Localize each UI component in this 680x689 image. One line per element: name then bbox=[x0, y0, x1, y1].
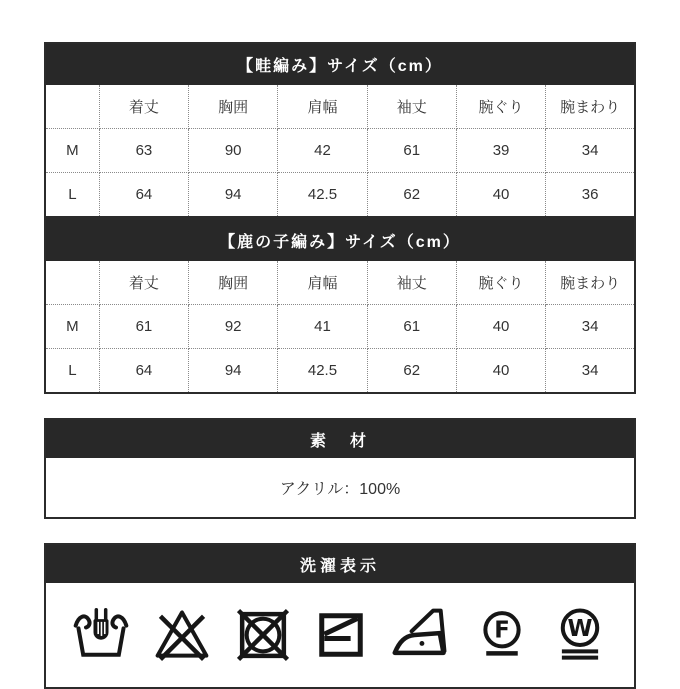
size-value: 40 bbox=[456, 173, 545, 218]
size-value: 42 bbox=[278, 129, 367, 173]
col-header-arm: 腕まわり bbox=[546, 261, 635, 305]
col-header-sleeve: 袖丈 bbox=[367, 85, 456, 129]
size-value: 34 bbox=[546, 129, 635, 173]
size-value: 61 bbox=[99, 305, 188, 349]
size-table-title: 【鹿の子編み】サイズ（cm） bbox=[45, 219, 635, 261]
size-value: 92 bbox=[189, 305, 278, 349]
table-row bbox=[45, 129, 635, 173]
col-header-armhole: 腕ぐり bbox=[456, 261, 545, 305]
wet-clean-w-icon bbox=[551, 604, 609, 666]
size-chart-page bbox=[44, 42, 636, 689]
hand-wash-icon bbox=[71, 605, 131, 665]
size-value: 62 bbox=[367, 349, 456, 394]
size-value: 34 bbox=[546, 349, 635, 394]
material-title: 素 材 bbox=[46, 420, 634, 458]
table-row bbox=[45, 173, 635, 218]
col-header-length: 着丈 bbox=[99, 85, 188, 129]
col-header-arm: 腕まわり bbox=[546, 85, 635, 129]
size-value: 63 bbox=[99, 129, 188, 173]
size-value: 64 bbox=[99, 349, 188, 394]
column-header-row bbox=[45, 85, 635, 129]
size-value: 36 bbox=[546, 173, 635, 218]
col-header-chest: 胸囲 bbox=[189, 261, 278, 305]
size-value: 42.5 bbox=[278, 349, 367, 394]
col-header-shoulder: 肩幅 bbox=[278, 261, 367, 305]
do-not-bleach-icon bbox=[152, 605, 212, 665]
dry-clean-f-icon bbox=[474, 604, 530, 666]
size-label: L bbox=[45, 349, 99, 394]
wet-clean-letter: W bbox=[567, 615, 593, 642]
size-value: 39 bbox=[456, 129, 545, 173]
col-header-chest: 胸囲 bbox=[189, 85, 278, 129]
size-value: 41 bbox=[278, 305, 367, 349]
col-header-blank bbox=[45, 261, 99, 305]
table-row bbox=[45, 349, 635, 394]
material-value: アクリル：100% bbox=[279, 481, 401, 498]
care-panel bbox=[44, 543, 636, 689]
size-value: 90 bbox=[189, 129, 278, 173]
size-value: 61 bbox=[367, 129, 456, 173]
size-table-title: 【畦編み】サイズ（cm） bbox=[45, 43, 635, 85]
size-label: M bbox=[45, 129, 99, 173]
size-value: 94 bbox=[189, 349, 278, 394]
column-header-row bbox=[45, 261, 635, 305]
col-header-blank bbox=[45, 85, 99, 129]
iron-low-heat-icon bbox=[390, 605, 452, 665]
size-table-azeami bbox=[44, 42, 636, 218]
care-title: 洗濯表示 bbox=[46, 545, 634, 583]
material-panel bbox=[44, 418, 636, 519]
col-header-shoulder: 肩幅 bbox=[278, 85, 367, 129]
col-header-armhole: 腕ぐり bbox=[456, 85, 545, 129]
care-symbols-row bbox=[46, 583, 634, 687]
do-not-tumble-dry-icon bbox=[234, 606, 292, 664]
size-value: 61 bbox=[367, 305, 456, 349]
col-header-sleeve: 袖丈 bbox=[367, 261, 456, 305]
size-value: 64 bbox=[99, 173, 188, 218]
flat-dry-in-shade-icon bbox=[313, 607, 369, 663]
size-label: L bbox=[45, 173, 99, 218]
col-header-length: 着丈 bbox=[99, 261, 188, 305]
dry-clean-letter: F bbox=[494, 617, 510, 644]
size-table-kanoko bbox=[44, 218, 636, 394]
size-label: M bbox=[45, 305, 99, 349]
size-value: 34 bbox=[546, 305, 635, 349]
size-value: 40 bbox=[456, 305, 545, 349]
table-row bbox=[45, 305, 635, 349]
size-value: 40 bbox=[456, 349, 545, 394]
size-value: 62 bbox=[367, 173, 456, 218]
size-value: 94 bbox=[189, 173, 278, 218]
size-value: 42.5 bbox=[278, 173, 367, 218]
